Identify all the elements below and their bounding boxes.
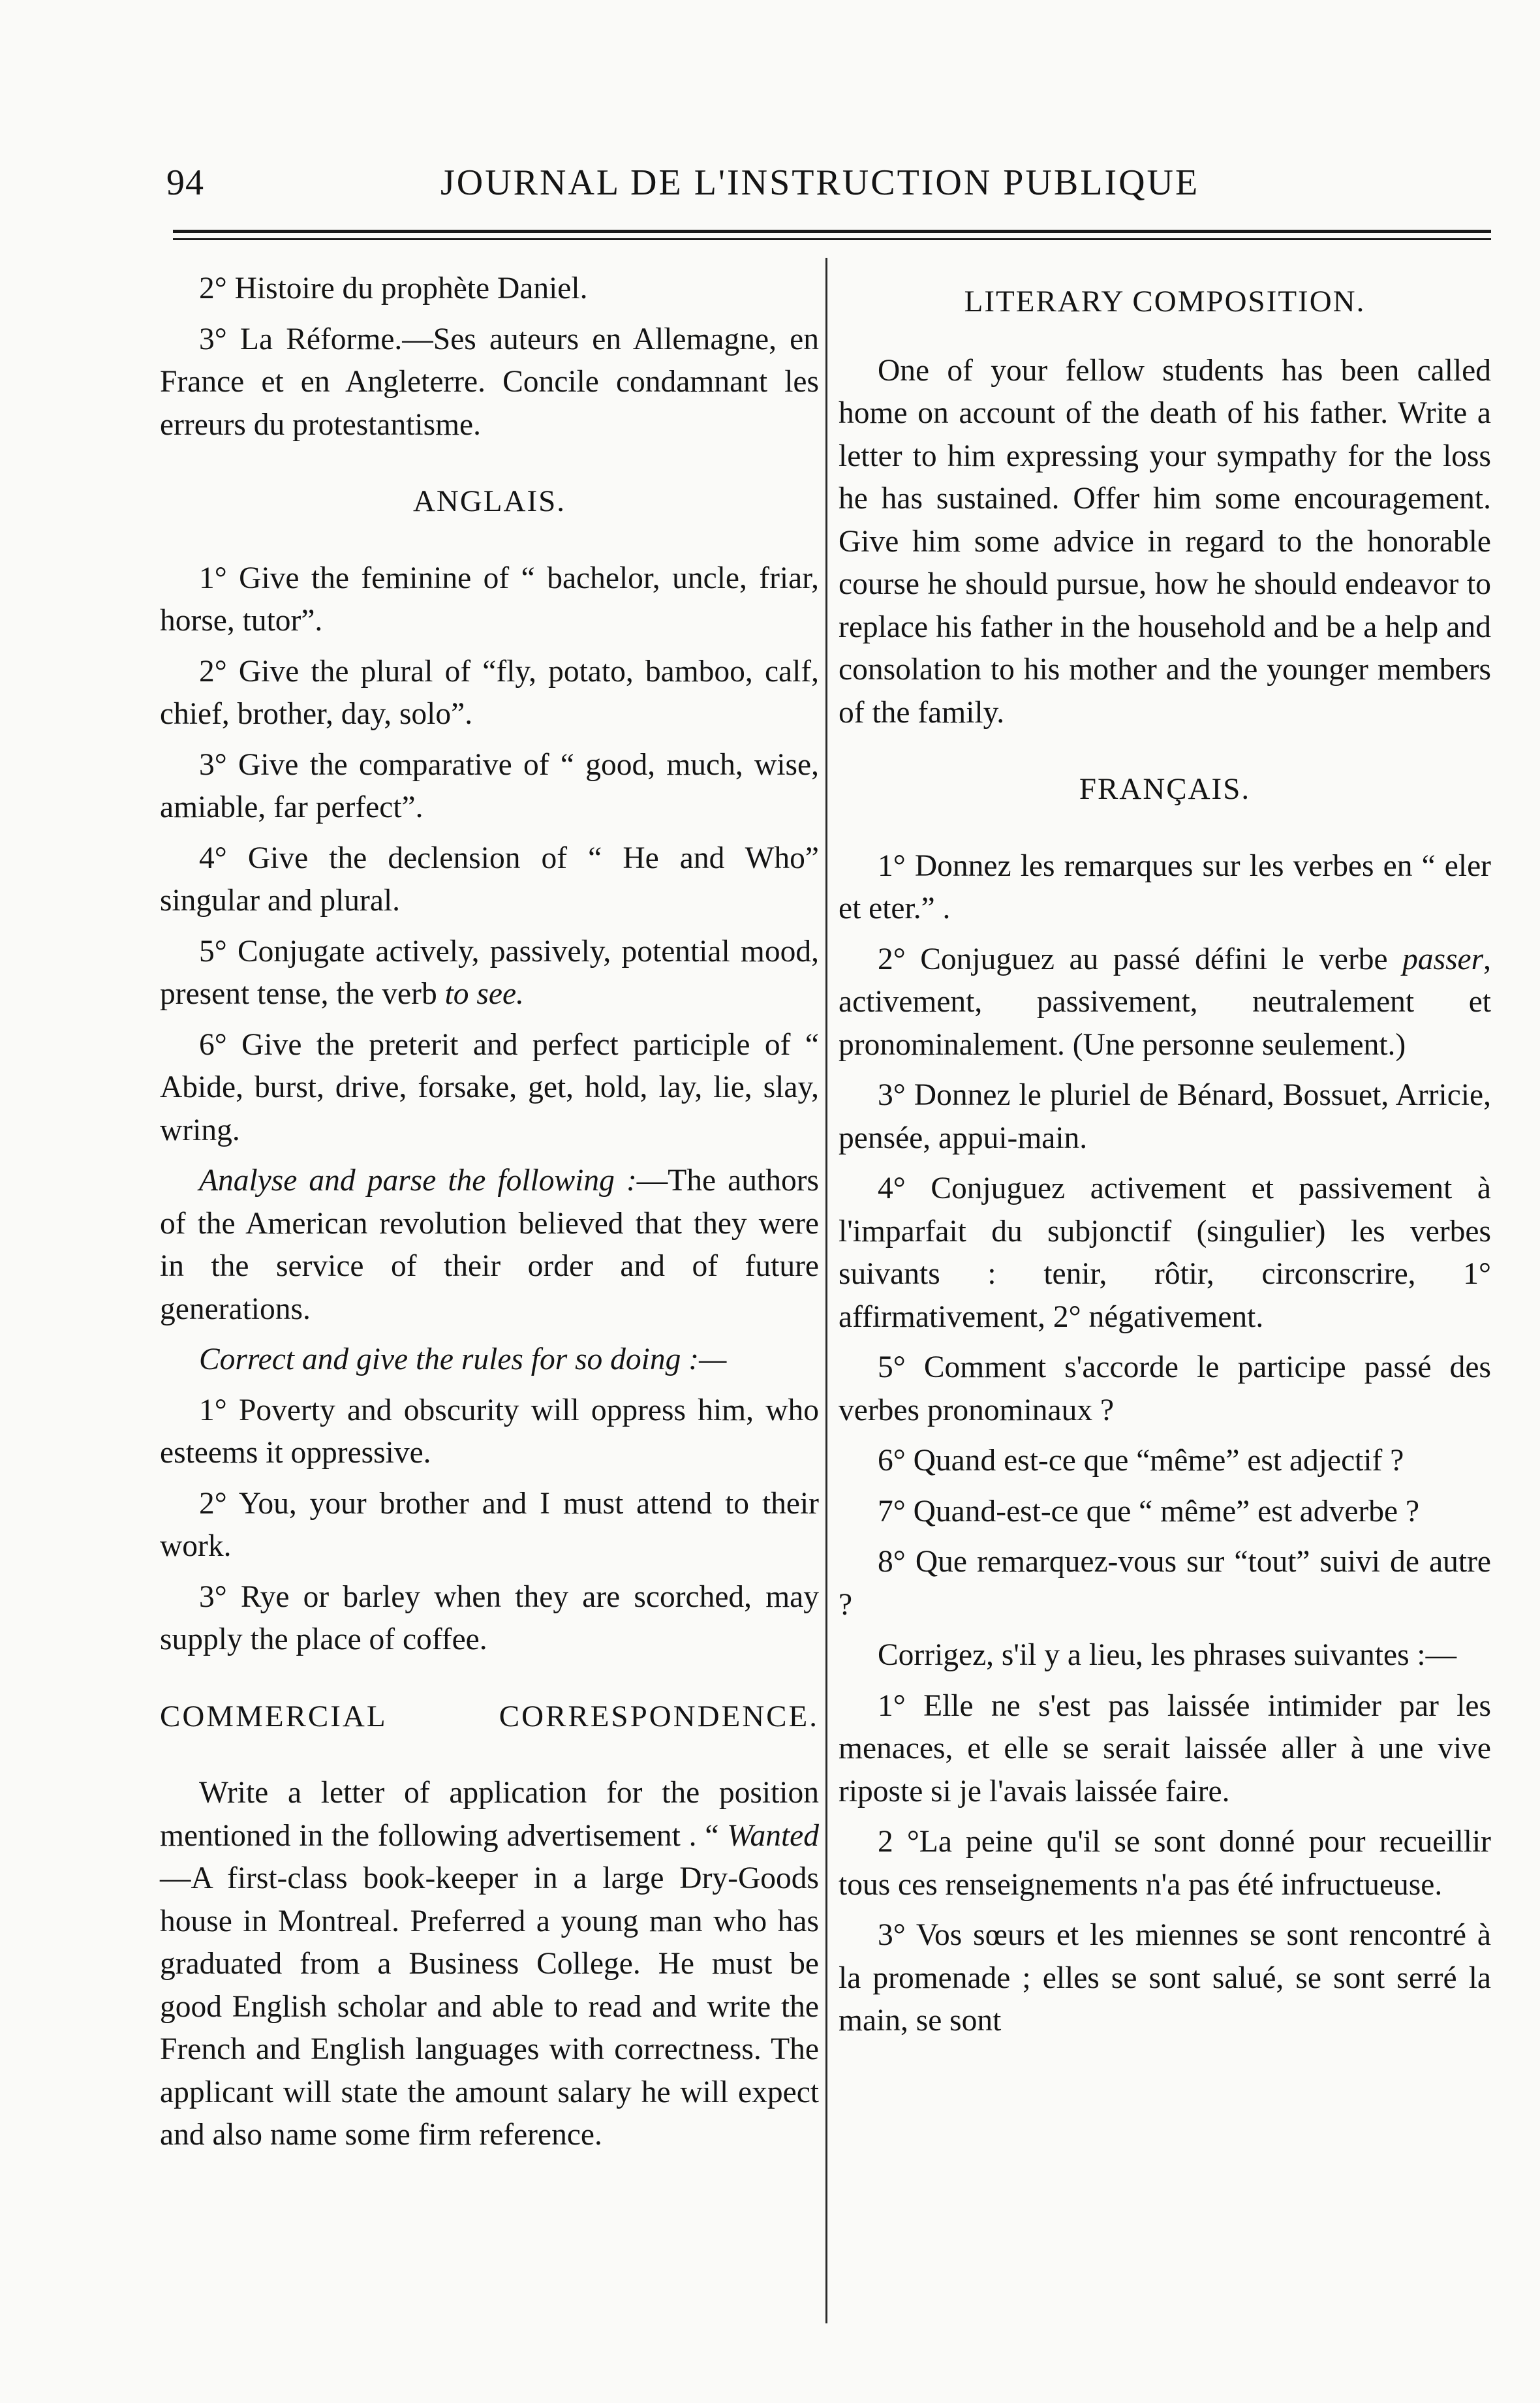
commercial-rest: —A first-class book-keeper in a large Dry-Goods house in Montreal. Preferred a young man who has graduated from a Business College. He must be good English scholar and able to read and write the French and English languages with correctness. The applicant will state the amount salary he will expect and also name some firm reference.: [160, 1861, 819, 2152]
commercial-intro: Write a letter of application for the position mentioned in the following advertisement . “: [160, 1776, 819, 1853]
francais-item: 6° Quand est-ce que “même” est adjectif ?: [878, 1444, 1404, 1478]
corrigez-item: 2 °La peine qu'il se sont donné pour recueillir tous ces renseignements n'a pas été infructueuse.: [839, 1825, 1491, 1902]
francais-heading: FRANÇAIS.: [1079, 772, 1251, 806]
header-rule-double: [173, 238, 1491, 240]
francais-item-2-pre: 2° Conjuguez au passé défini le verbe: [878, 942, 1388, 976]
right-column: [839, 268, 1491, 2051]
anglais-item: 6° Give the preterit and perfect participle of “ Abide, burst, drive, forsake, get, hold, lay, lie, slay, wring.: [160, 1027, 819, 1147]
correct-label: Correct and give the rules for so doing :—: [199, 1342, 727, 1376]
corrigez-intro: Corrigez, s'il y a lieu, les phrases suivantes :—: [878, 1638, 1457, 1672]
analyse-text: —The authors of the American revolution believed that they were in the service of their order and of future generations.: [160, 1164, 820, 1326]
wanted-label: Wanted: [727, 1818, 819, 1853]
francais-item: 4° Conjuguez activement et passivement à l'imparfait du subjonctif (singulier) les verbes suivants : tenir, rôtir, circonscrire, 1° affirmativement, 2° négativement.: [839, 1171, 1491, 1334]
column-divider: [825, 258, 827, 2323]
correct-item: 1° Poverty and obscurity will oppress him, who esteems it oppressive.: [160, 1393, 819, 1470]
correct-item: 2° You, your brother and I must attend to their work.: [160, 1486, 819, 1563]
commercial-heading: COMMERCIAL CORRESPONDENCE.: [160, 1699, 819, 1733]
francais-item: 5° Comment s'accorde le participe passé des verbes pronominaux ?: [839, 1350, 1491, 1427]
header-rule: [173, 230, 1491, 233]
anglais-item: 3° Give the comparative of “ good, much, wise, amiable, far perfect”.: [160, 747, 819, 824]
hist-item: 3° La Réforme.—Ses auteurs en Allemagne, en France et en Angleterre. Concile condamnant les erreurs du protestantisme.: [160, 322, 819, 442]
running-title: JOURNAL DE L'INSTRUCTION PUBLIQUE: [440, 163, 1200, 203]
hist-item: 2° Histoire du prophète Daniel.: [199, 271, 588, 305]
anglais-item: 1° Give the feminine of “ bachelor, uncle, friar, horse, tutor”.: [160, 561, 819, 638]
page-header: [166, 162, 1439, 214]
anglais-item-5: [160, 931, 819, 1016]
francais-item: 3° Donnez le pluriel de Bénard, Bossuet, Arricie, pensée, appui-main.: [839, 1078, 1491, 1155]
francais-item: 1° Donnez les remarques sur les verbes en “ eler et eter.” .: [839, 848, 1491, 925]
commercial-paragraph: [160, 1772, 819, 2157]
francais-item: 8° Que remarquez-vous sur “tout” suivi de autre ?: [839, 1545, 1491, 1622]
anglais-heading: ANGLAIS.: [412, 484, 566, 518]
literary-paragraph: One of your fellow students has been called home on account of the death of his father. Write a letter to him expressing your sympathy for the loss he has sustained. Offer him some encouragement. Give him some advice in regard to the honorable course he should pursue, how he should endeavor to replace his father in the household and be a help and consolation to his mother and the younger members of the family.: [839, 353, 1491, 730]
anglais-item-5-verb: to see.: [444, 977, 524, 1011]
left-column: [160, 268, 819, 2165]
francais-item-2-verb: passer: [1402, 942, 1484, 976]
anglais-item-5-text: 5° Conjugate actively, passively, potential mood, present tense, the verb: [160, 934, 819, 1011]
corrigez-item: 3° Vos sœurs et les miennes se sont rencontré à la promenade ; elles se sont salué, se sont serré la main, se sont: [839, 1918, 1491, 2038]
literary-heading: LITERARY COMPOSITION.: [964, 285, 1366, 318]
francais-item-2: [839, 938, 1491, 1067]
francais-item-2-post: , activement, passivement, neutralement et pronominalement. (Une personne seulement.): [839, 942, 1491, 1062]
corrigez-item: 1° Elle ne s'est pas laissée intimider par les menaces, et elle se serait laissée aller à une vive riposte si je l'avais laissée faire.: [839, 1688, 1491, 1808]
correct-item: 3° Rye or barley when they are scorched, may supply the place of coffee.: [160, 1579, 819, 1656]
analyse-paragraph: [160, 1160, 819, 1331]
francais-item: 7° Quand-est-ce que “ même” est adverbe ?: [878, 1494, 1420, 1528]
page-number: 94: [166, 163, 204, 203]
anglais-item: 4° Give the declension of “ He and Who” singular and plural.: [160, 841, 819, 918]
anglais-item: 2° Give the plural of “fly, potato, bamboo, calf, chief, brother, day, solo”.: [160, 654, 819, 731]
analyse-label: Analyse and parse the following :: [199, 1164, 637, 1198]
